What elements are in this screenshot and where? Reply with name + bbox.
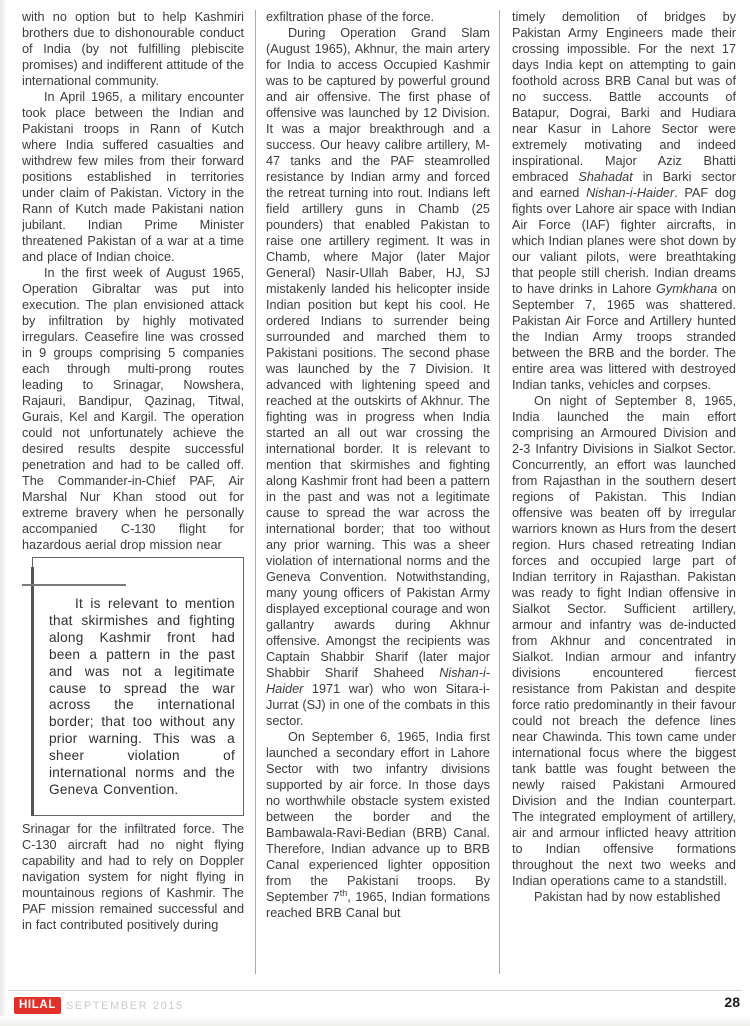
footer-divider xyxy=(8,990,742,991)
pull-quote-box xyxy=(32,557,244,816)
quote-box-crosshair-line xyxy=(22,584,126,586)
paragraph: In the first week of August 1965, Operation Gibraltar was put into execution. The plan envisioned attack by infiltration by highly motivated irregulars. Ceasefire line was crossed in 9 groups comprising 5 companies each through multi-prong routes leading to Srinagar, Nowshera, Rajauri, Bandipur, Qazinag, Titwal, Gurais, Kel and Kargil. The operation could not unfortunately achieve the desired results despite successful penetration and had to be called off. The Commander-in-Chief PAF, Air Marshal Nur Khan stood out for extreme bravery when he personally accompanied C-130 flight for hazardous aerial drop mission near xyxy=(22,266,244,552)
column-right xyxy=(512,9,736,976)
hilal-logo: HILAL xyxy=(14,997,61,1014)
paragraph: On night of September 8, 1965, India launched the main effort comprising an Armoured Division and 2-3 Infantry Divisions in Sialkot Sector. Concurrently, an effort was launched from Rajasthan in the southern desert regions of Pakistan. This Indian offensive was beaten off by irregular warriors known as Hurs from the desert region. Hurs chased retreating Indian forces and occupied large part of Indian territory in Rajasthan. Pakistan was ready to fight Indian offensive in Sialkot Sector. Sufficient artillery, armour and infantry was de-inducted from Akhnur and concentrated in Sialkot. Indian armour and infantry divisions encountered fiercest resistance from Pakistan and despite force ratio predominantly in their favour could not breach the defence lines near Chawinda. This town came under international focus where the biggest tank battle was fought between the newly raised Pakistani Armoured Division and the Indian counterpart. The integrated employment of artillery, air and armour inflicted heavy attrition to Indian offensive formations throughout the next two weeks and Indian operations came to a standstill. xyxy=(512,394,736,888)
scan-edge-left xyxy=(0,0,7,1026)
pull-quote-text: It is relevant to mention that skirmishes and fighting along Kashmir front had been a pattern in the past and was not a legitimate cause to spread the war across the international border; that too without any prior warning. This was a sheer violation of international norms and the Geneva Convention. xyxy=(49,596,235,797)
quote-box-vertical-accent xyxy=(31,567,34,816)
column-divider xyxy=(499,10,500,974)
paragraph: During Operation Grand Slam (August 1965), Akhnur, the main artery for India to access Occupied Kashmir was to be captured by powerful ground and air offensive. The first phase of offensive was launched by 12 Division. It was a major breakthrough and a success. Our heavy calibre artillery, M-47 tanks and the PAF steamrolled resistance by Indian army and forced the retreat turning into rout. Indians left field artillery guns in Chamb (25 pounders) that enabled Pakistan to raise one artillery regiment. It was in Chamb, where Major (later Major General) Nasir-Ullah Baber, HJ, SJ mistakenly landed his helicopter inside Indian position but kept his cool. He ordered Indians to surrender being surrounded and marched them to Pakistani positions. The second phase was launched by the 7 Division. It advanced with lightening speed and reached at the outskirts of Akhnur. The fighting was in progress when India started an all out war crossing the international border. It is relevant to mention that skirmishes and fighting along Kashmir front had been a pattern in the past and was not a legitimate cause to spread the war across the international border; that too without any prior warning. This was a sheer violation of international norms and the Geneva Convention. Notwithstanding, many young officers of Pakistan Army displayed exceptional courage and won gallantry awards during Akhnur offensive. Amongst the recipients was Captain Shabbir Sharif (later major Shabbir Sharif Shaheed Nishan-i-Haider 1971 war) who won Sitara-i-Jurrat (SJ) in one of the combats in this sector. xyxy=(266,26,490,728)
paragraph: exfiltration phase of the force. xyxy=(266,10,435,24)
paragraph: In April 1965, a military encounter took place between the Indian and Pakistani troops in Rann of Kutch where India suffered casualties and withdrew few miles from their forward positions established in territories under claim of Pakistan. Victory in the Rann of Kutch made Pakistani nation jubilant. Indian Prime Minister threatened Pakistan of a war at a time and place of Indian choice. xyxy=(22,90,244,264)
paragraph: On September 6, 1965, India first launched a secondary effort in Lahore Sector with two infantry divisions supported by air force. In those days no worthwhile obstacle system existed between the border and the Bambawala-Ravi-Bedian (BRB) Canal. Therefore, Indian advance up to BRB Canal experienced lighter opposition from the Pakistani troops. By September 7th, 1965, Indian formations reached BRB Canal but xyxy=(266,730,490,920)
issue-date: SEPTEMBER 2015 xyxy=(66,1000,184,1012)
column-middle xyxy=(266,9,490,976)
paragraph: Pakistan had by now established xyxy=(534,890,721,904)
paragraph: Srinagar for the infiltrated force. The C-130 aircraft had no night flying capability and had to rely on Doppler navigation system for night flying in mountainous regions of Kashmir. The PAF mission remained successful and in fact contributed positively during xyxy=(22,821,244,932)
scan-edge-bottom xyxy=(0,1016,750,1026)
page-number: 28 xyxy=(724,994,740,1010)
column-divider xyxy=(255,10,256,974)
paragraph: timely demolition of bridges by Pakistan Army Engineers made their crossing impossible. For the next 17 days India kept on attempting to gain foothold across BRB Canal but was of no success. Battle accounts of Batapur, Dograi, Barki and Hudiara near Kasur in Lahore Sector were extremely motivating and indeed inspirational. Major Aziz Bhatti embraced Shahadat in Barki sector and earned Nishan-i-Haider. PAF dog fights over Lahore air space with Indian Air Force (IAF) fighter aircrafts, in which Indian planes were shot down by our valiant pilots, were breathtaking that people still cherish. Indian dreams to have drinks in Lahore Gymkhana on September 7, 1965 was shattered. Pakistan Air Force and Artillery hunted the Indian Army troops stranded between the BRB and the border. The entire area was littered with destroyed Indian tanks, vehicles and corpses. xyxy=(512,10,736,392)
column-left xyxy=(22,9,244,976)
paragraph: with no option but to help Kashmiri brothers due to dishonourable conduct of India (by not fulfilling plebiscite promises) and indifferent attitude of the international community. xyxy=(22,10,244,88)
